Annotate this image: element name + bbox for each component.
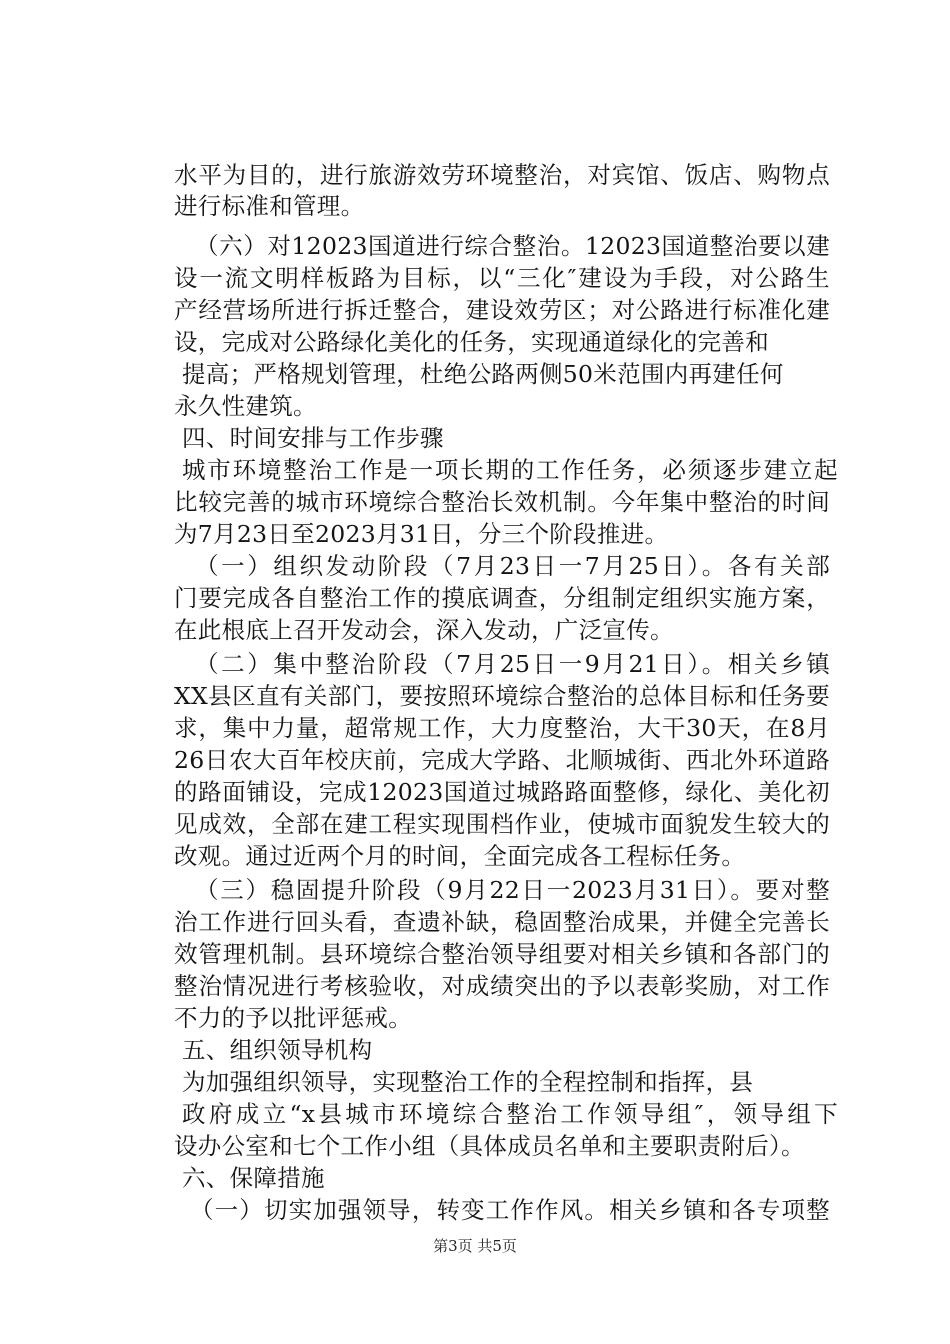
text-line: 提高；严格规划管理，杜绝公路两侧50米范围内再建任何	[182, 360, 784, 388]
text-line: 为7月23日至2023月31日，分三个阶段推进。	[174, 520, 669, 548]
text-line: （六）对12023国道进行综合整治。12023国道整治要以建	[195, 232, 830, 260]
text-line: （一）组织发动阶段（7月23日一7月25日）。各有关部	[195, 552, 830, 580]
text-line: （二）集中整治阶段（7月25日一9月21日）。相关乡镇	[195, 650, 830, 678]
text-line: 整治情况进行考核验收，对成绩突出的予以表彰奖励，对工作	[174, 972, 830, 1000]
text-line: 水平为目的，进行旅游效劳环境整治，对宾馆、饭店、购物点	[174, 161, 830, 189]
text-line: 设一流文明样板路为目标，以“三化″建设为手段，对公路生	[174, 264, 830, 292]
text-line: 效管理机制。县环境综合整治领导组要对相关乡镇和各部门的	[174, 940, 830, 968]
text-line: 治工作进行回头看，查遗补缺，稳固整治成果，并健全完善长	[174, 908, 830, 936]
text-line: 城市环境整治工作是一项长期的工作任务，必须逐步建立起	[182, 456, 838, 484]
text-line: 门要完成各自整治工作的摸底调查，分组制定组织实施方案，	[174, 584, 830, 612]
text-line: 永久性建筑。	[174, 392, 317, 420]
text-line: 见成效，全部在建工程实现围档作业，使城市面貌发生较大的	[174, 810, 830, 838]
text-line: 产经营场所进行拆迁整合，建设效劳区；对公路进行标准化建	[174, 296, 830, 324]
text-line: 改观。通过近两个月的时间，全面完成各工程标任务。	[174, 842, 746, 870]
text-line: 政府成立“x县城市环境综合整治工作领导组″，领导组下	[182, 1100, 838, 1128]
page-footer: 第3页 共5页	[433, 1237, 517, 1255]
text-line: 设，完成对公路绿化美化的任务，实现通道绿化的完善和	[174, 328, 769, 356]
text-line: 设办公室和七个工作小组（具体成员名单和主要职责附后）。	[174, 1132, 805, 1160]
text-line: 五、组织领导机构	[182, 1036, 373, 1064]
text-line: 26日农大百年校庆前，完成大学路、北顺城街、西北外环道路	[174, 746, 830, 774]
text-line: 的路面铺设，完成12023国道过城路路面整修，绿化、美化初	[174, 778, 830, 806]
text-line: 比较完善的城市环境综合整治长效机制。今年集中整治的时间	[174, 488, 830, 516]
text-line: 求，集中力量，超常规工作，大力度整治，大干30天，在8月	[174, 714, 830, 742]
text-line: 不力的予以批评惩戒。	[174, 1004, 412, 1032]
text-line: 四、时间安排与工作步骤	[182, 424, 444, 452]
text-line: 为加强组织领导，实现整治工作的全程控制和指挥，县	[182, 1068, 754, 1096]
text-line: 进行标准和管理。	[174, 192, 365, 220]
text-line: 六、保障措施	[182, 1164, 325, 1192]
text-line: 在此根底上召开发动会，深入发动，广泛宣传。	[174, 616, 674, 644]
text-line: （一）切实加强领导，转变工作作风。相关乡镇和各专项整	[190, 1196, 830, 1224]
text-line: XX县区直有关部门，要按照环境综合整治的总体目标和任务要	[174, 682, 830, 710]
text-line: （三）稳固提升阶段（9月22日一2023月31日）。要对整	[195, 876, 830, 904]
